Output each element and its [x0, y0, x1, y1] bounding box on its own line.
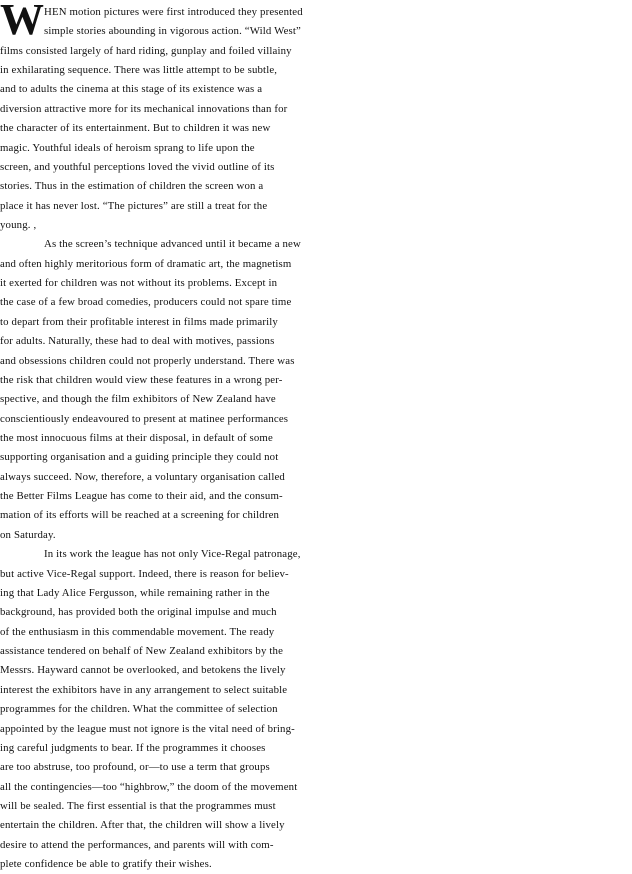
article-line: but active Vice-Regal support. Indeed, there is reason for believ- [0, 568, 289, 580]
article-line: HEN motion pictures were first introduced they presented [44, 6, 303, 18]
article-line: young. , [0, 219, 37, 231]
article-line: always succeed. Now, therefore, a voluntary organisation called [0, 471, 285, 483]
drop-cap: W [0, 0, 44, 44]
article-line: assistance tendered on behalf of New Zealand exhibitors by the [0, 645, 284, 657]
article-line: ing that Lady Alice Fergusson, while remaining rather in the [0, 587, 270, 599]
article-line: background, has provided both the original impulse and much [0, 606, 277, 618]
article-line: in exhilarating sequence. There was little attempt to be subtle, [0, 64, 278, 76]
article-line: screen, and youthful perceptions loved the vivid outline of its [0, 161, 275, 173]
article-line: and to adults the cinema at this stage of its existence was a [0, 83, 263, 95]
article-line: diversion attractive more for its mechanical innovations than for [0, 103, 288, 115]
article-line: plete confidence be able to gratify their wishes. [0, 858, 212, 870]
article-line: desire to attend the performances, and parents will with com- [0, 839, 274, 851]
article-line: mation of its efforts will be reached at a screening for children [0, 509, 280, 521]
article-line: conscientiously endeavoured to present at matinee performances [0, 413, 289, 425]
article-line: appointed by the league must not ignore is the vital need of bring- [0, 723, 295, 735]
article-line: for adults. Naturally, these had to deal with motives, passions [0, 335, 275, 347]
article-line: place it has never lost. “The pictures” are still a treat for the [0, 200, 268, 212]
article-line: the risk that children would view these features in a wrong per- [0, 374, 283, 386]
article-line: and often highly meritorious form of dramatic art, the magnetism [0, 258, 292, 270]
article-line: ing careful judgments to bear. If the programmes it chooses [0, 742, 266, 754]
article-line: will be sealed. The first essential is that the programmes must [0, 800, 276, 812]
article-line: magic. Youthful ideals of heroism sprang to life upon the [0, 142, 255, 154]
article-line: supporting organisation and a guiding principle they could not [0, 451, 279, 463]
article-line: entertain the children. After that, the children will show a lively [0, 819, 285, 831]
article-line: and obsessions children could not properly understand. There was [0, 355, 295, 367]
article-line: the most innocuous films at their disposal, in default of some [0, 432, 273, 444]
article-line: it exerted for children was not without its problems. Except in [0, 277, 278, 289]
article-line: all the contingencies—too “highbrow,” the doom of the movement [0, 781, 298, 793]
article-line: the case of a few broad comedies, producers could not spare time [0, 296, 292, 308]
article-line: on Saturday. [0, 529, 56, 541]
article-line: to depart from their profitable interest in films made primarily [0, 316, 278, 328]
article-line: of the enthusiasm in this commendable movement. The ready [0, 626, 275, 638]
article-line: the Better Films League has come to their aid, and the consum- [0, 490, 283, 502]
article-line: interest the exhibitors have in any arrangement to select suitable [0, 684, 288, 696]
article-line: As the screen’s technique advanced until it became a new [44, 238, 301, 250]
article-line: the character of its entertainment. But to children it was new [0, 122, 271, 134]
article-line: are too abstruse, too profound, or—to use a term that groups [0, 761, 270, 773]
article-line: spective, and though the film exhibitors of New Zealand have [0, 393, 276, 405]
article-line: In its work the league has not only Vice-Regal patronage, [44, 548, 301, 560]
article-line: programmes for the children. What the committee of selection [0, 703, 278, 715]
article-line: Messrs. Hayward cannot be overlooked, and betokens the lively [0, 664, 286, 676]
article-line: films consisted largely of hard riding, gunplay and foiled villainy [0, 45, 292, 57]
article-line: simple stories abounding in vigorous action. “Wild West” [44, 25, 301, 37]
article-line: stories. Thus in the estimation of children the screen won a [0, 180, 264, 192]
